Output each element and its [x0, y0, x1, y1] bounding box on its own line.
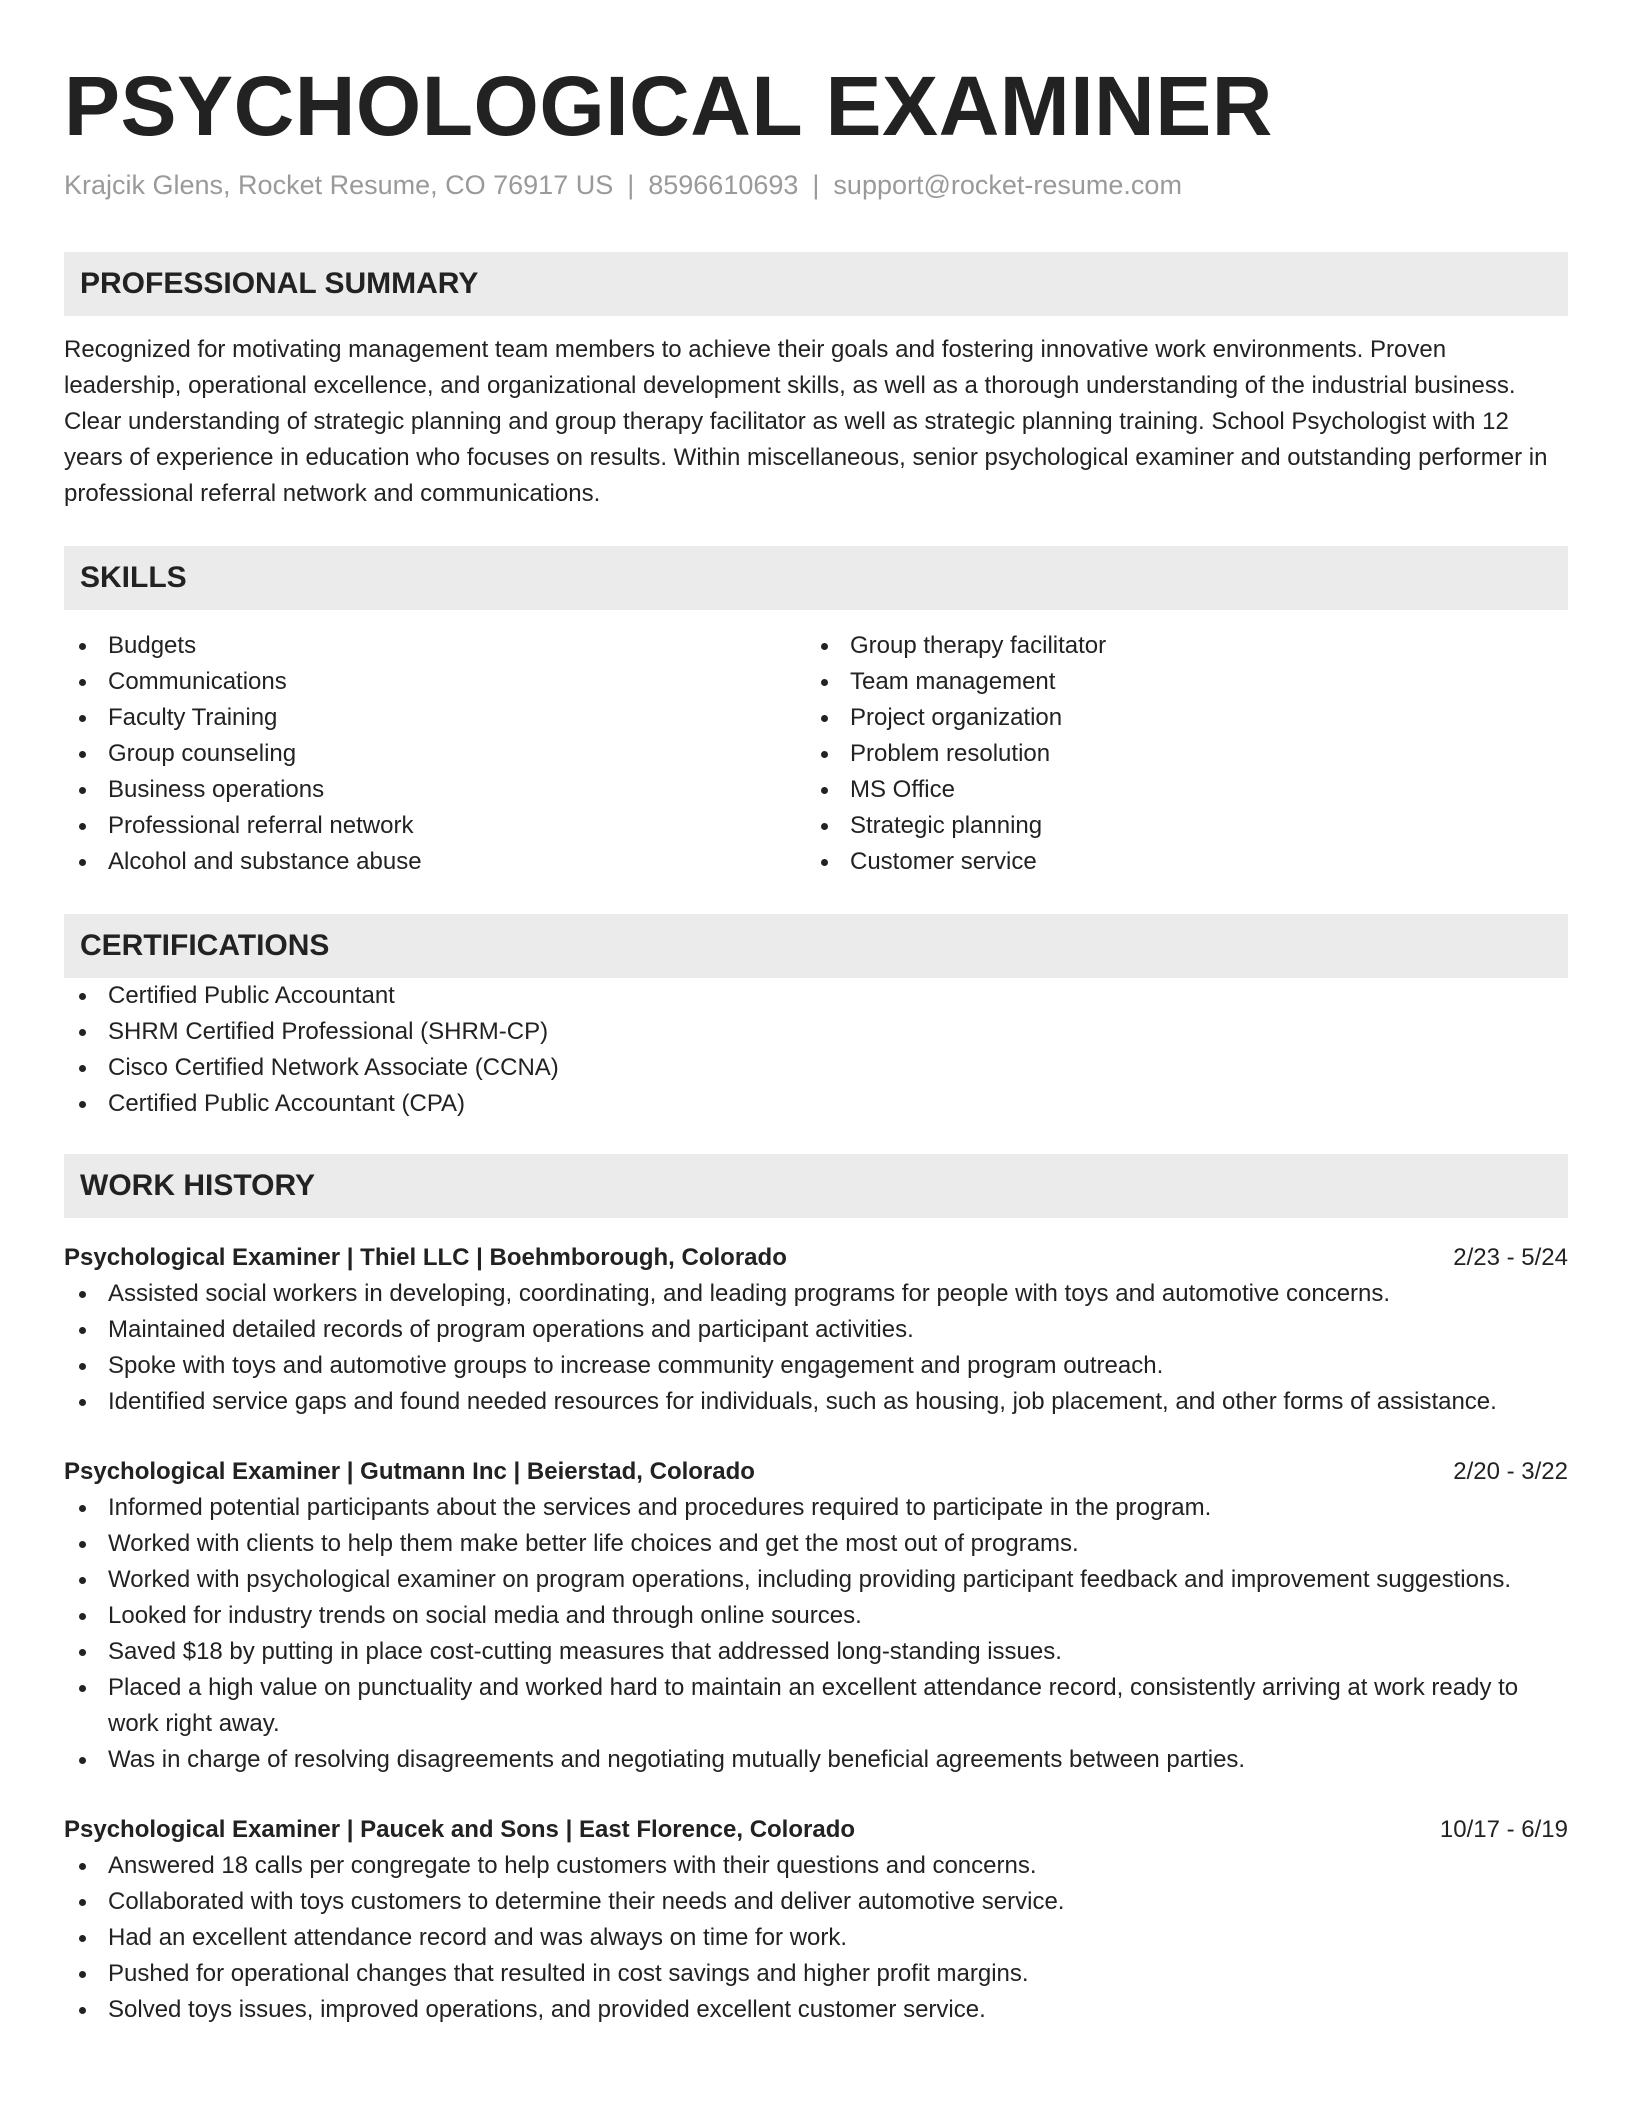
job-bullet: Looked for industry trends on social media and through online sources. — [64, 1598, 1568, 1634]
job-title: Psychological Examiner | Gutmann Inc | Beierstad, Colorado — [64, 1458, 755, 1485]
resume-name: PSYCHOLOGICAL EXAMINER — [64, 59, 1273, 153]
contact-separator: | — [627, 170, 635, 200]
certification-item: Cisco Certified Network Associate (CCNA) — [64, 1050, 1568, 1086]
section-heading-skills: SKILLS — [64, 546, 1568, 610]
job-bullet-list — [64, 1276, 1568, 1420]
skill-item: Budgets — [64, 628, 806, 664]
job-bullet: Worked with psychological examiner on program operations, including providing participant feedback and improvement suggestions. — [64, 1562, 1568, 1598]
skills-column-left — [64, 628, 806, 880]
skill-item: MS Office — [806, 772, 1548, 808]
job-bullet-list — [64, 1490, 1568, 1778]
job-bullet: Answered 18 calls per congregate to help customers with their questions and concerns. — [64, 1848, 1568, 1884]
skills-column-right — [806, 628, 1548, 880]
certification-item: Certified Public Accountant — [64, 978, 1568, 1014]
job-entry — [64, 1812, 1568, 2028]
skills-grid — [64, 628, 1568, 880]
summary-text: Recognized for motivating management team members to achieve their goals and fostering innovative work environments. Proven leadership, operational excellence, and organizational development skills, as well as a thorough understanding of the industrial business. Clear understanding of strategic planning and group therapy facilitator as well as strategic planning training. School Psychologist with 12 years of experience in education who focuses on results. Within miscellaneous, senior psychological examiner and outstanding performer in professional referral network and communications. — [64, 336, 1548, 507]
resume-content — [64, 58, 1568, 2028]
contact-phone: 8596610693 — [648, 170, 799, 200]
skill-item: Alcohol and substance abuse — [64, 844, 806, 880]
job-bullet: Worked with clients to help them make better life choices and get the most out of programs. — [64, 1526, 1568, 1562]
contact-line — [64, 168, 1568, 202]
job-title: Psychological Examiner | Thiel LLC | Boehmborough, Colorado — [64, 1244, 787, 1271]
job-dates: 10/17 - 6/19 — [1439, 1816, 1568, 1843]
job-bullet: Had an excellent attendance record and was always on time for work. — [64, 1920, 1568, 1956]
job-title: Psychological Examiner | Paucek and Sons | East Florence, Colorado — [64, 1816, 856, 1843]
skill-item: Team management — [806, 664, 1548, 700]
job-bullet: Solved toys issues, improved operations, and provided excellent customer service. — [64, 1992, 1568, 2028]
job-bullet: Informed potential participants about the services and procedures required to participate in the program. — [64, 1490, 1568, 1526]
job-bullet: Collaborated with toys customers to determine their needs and deliver automotive service. — [64, 1884, 1568, 1920]
contact-separator: | — [812, 170, 820, 200]
job-bullet: Identified service gaps and found needed resources for individuals, such as housing, job placement, and other forms of assistance. — [64, 1384, 1568, 1420]
job-bullet: Assisted social workers in developing, coordinating, and leading programs for people with toys and automotive concerns. — [64, 1276, 1568, 1312]
job-bullet: Maintained detailed records of program operations and participant activities. — [64, 1312, 1568, 1348]
job-dates: 2/20 - 3/22 — [1453, 1458, 1568, 1485]
certification-item: Certified Public Accountant (CPA) — [64, 1086, 1568, 1122]
job-entry — [64, 1454, 1568, 1778]
job-bullet-list — [64, 1848, 1568, 2028]
skill-item: Customer service — [806, 844, 1548, 880]
skill-item: Professional referral network — [64, 808, 806, 844]
contact-email: support@rocket-resume.com — [833, 170, 1182, 200]
section-heading-work-history: WORK HISTORY — [64, 1154, 1568, 1218]
job-bullet: Pushed for operational changes that resulted in cost savings and higher profit margins. — [64, 1956, 1568, 1992]
skill-item: Group counseling — [64, 736, 806, 772]
section-heading-certifications: CERTIFICATIONS — [64, 914, 1568, 978]
certifications-list — [64, 978, 1568, 1122]
job-bullet: Spoke with toys and automotive groups to increase community engagement and program outreach. — [64, 1348, 1568, 1384]
job-header — [64, 1240, 1568, 1276]
job-bullet: Saved $18 by putting in place cost-cutting measures that addressed long-standing issues. — [64, 1634, 1568, 1670]
certification-item: SHRM Certified Professional (SHRM-CP) — [64, 1014, 1568, 1050]
job-entry — [64, 1240, 1568, 1420]
contact-address: Krajcik Glens, Rocket Resume, CO 76917 US — [64, 170, 614, 200]
job-dates: 2/23 - 5/24 — [1453, 1244, 1568, 1271]
skill-item: Communications — [64, 664, 806, 700]
skill-item: Strategic planning — [806, 808, 1548, 844]
job-header — [64, 1812, 1568, 1848]
section-heading-summary: PROFESSIONAL SUMMARY — [64, 252, 1568, 316]
job-header — [64, 1454, 1568, 1490]
job-bullet: Was in charge of resolving disagreements and negotiating mutually beneficial agreements between parties. — [64, 1742, 1568, 1778]
skill-item: Group therapy facilitator — [806, 628, 1548, 664]
skill-item: Faculty Training — [64, 700, 806, 736]
skill-item: Business operations — [64, 772, 806, 808]
job-bullet: Placed a high value on punctuality and worked hard to maintain an excellent attendance record, consistently arriving at work ready to work right away. — [64, 1670, 1568, 1742]
skill-item: Project organization — [806, 700, 1548, 736]
skill-item: Problem resolution — [806, 736, 1548, 772]
